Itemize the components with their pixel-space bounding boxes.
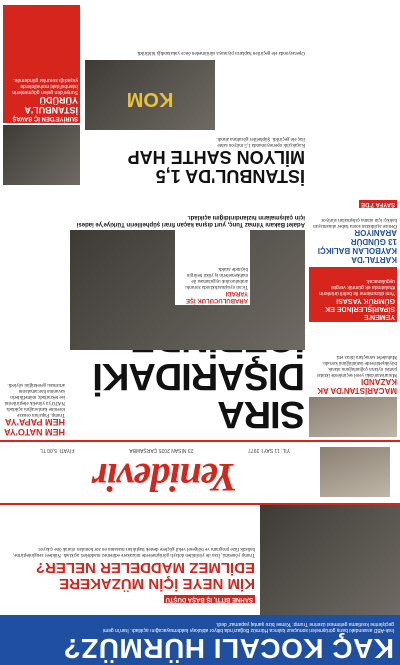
main-story-headline: SIRA DIŞARIDAKİ bbox=[93, 355, 305, 435]
right-column bbox=[3, 5, 80, 185]
masthead bbox=[0, 440, 400, 505]
top-banner-headline: KAÇ KOCALI HÜRMÜZ? bbox=[63, 633, 394, 664]
masthead-logo: Yenidevir bbox=[92, 455, 238, 500]
syria-headline: İSTANBUL'A YÜRÜDÜ bbox=[24, 95, 78, 115]
main-story-lead: Adalet Bakanı Yılmaz Tunç, yurt dışına kaçan firari şüphelilerin Türkiye'ye iadesi için çalışmaların hızlandırıldığını açıkladı. bbox=[76, 214, 305, 227]
sidebar-headline: ARABULUCULUK İŞE YARADI bbox=[186, 290, 248, 303]
left-column bbox=[309, 192, 397, 437]
top-banner bbox=[0, 615, 400, 665]
macaristan-body: Macaristan'daki yerel seçimlerde iktidar partisi oyların çoğunluğunu alarak büyükşehirlerde üstünlüğünü korudu. Muhalefet sonuçlara itiraz etti. bbox=[316, 354, 397, 377]
macaristan-photo bbox=[309, 397, 397, 437]
kartal-page-ref: SAYFA 7'DE bbox=[361, 201, 395, 207]
top-story-body: Trump yönetimi, İran ile yürütülen dolaylı görüşmelerde müzakere edilemez maddeleri açıkladı. Nükleer zenginleştirme, balistik füze programı ve bölgesel vekil güçlere destek başlıkları masanın en zor konuları olarak öne çıkıyor. bbox=[12, 546, 255, 557]
top-story bbox=[5, 505, 255, 611]
syria-photo bbox=[3, 125, 80, 185]
yemen-body: Yeni düzenleme ile belirli ürünlerin ithalatında ek gümrük vergisi uygulanacak. bbox=[319, 278, 395, 296]
bottom-story-side-body: Operasyonda ele geçirilen hapların piyasaya sürülmeden önce yakalandığı bildirildi. bbox=[136, 50, 305, 55]
macaristan-headline: MACARİSTAN'DA AK KAZANDI bbox=[317, 377, 397, 395]
yemen-headline: YEMEN'E SİPARİŞLERİNDE EK GÜMRÜK YASASI bbox=[325, 297, 395, 320]
yemen-story bbox=[309, 267, 397, 322]
issue-number: YIL: 11 SAYI: 3977 bbox=[248, 447, 290, 453]
syria-story bbox=[3, 5, 80, 123]
top-story-photo bbox=[260, 505, 400, 615]
nato-story-body: Trump, Papa'nın cenaze törenine katılacağını açıkladı. NATO'ya yönelik eleştirilerini ise tekrarladı; müttefiklerin savunma harcamalarını artırması gerektiğini söyledi. bbox=[4, 382, 65, 417]
bottom-story bbox=[85, 5, 305, 185]
top-story-kicker: SAHNE BİTTİ, İŞ BAŞA DÜŞTÜ bbox=[165, 596, 253, 602]
bottom-story-photo-text: KOM bbox=[126, 88, 174, 110]
main-story-lead-block bbox=[70, 187, 305, 227]
masthead-photo bbox=[320, 447, 390, 497]
masthead-info bbox=[40, 443, 290, 453]
bottom-story-headline: İSTANBUL'DA 1,5 MİLYON SAHTE HAP bbox=[127, 147, 305, 186]
issue-price: FİYATI: 5,00 TL bbox=[40, 447, 75, 453]
nato-story bbox=[3, 287, 65, 437]
syria-body: Suriye'den gelen göçmenlerin İstanbul'daki mahallelerde yaşadığı sorunlar gündemde. bbox=[12, 77, 78, 95]
bottom-story-photo bbox=[85, 60, 215, 130]
syria-kicker: SURİYE'DEN İÇ SAVAŞ bbox=[12, 115, 78, 121]
main-story-headline-block bbox=[70, 353, 305, 433]
top-story-headline: KİM NEYE İÇİN MÜZAKERE EDİLMEZ MADDELER NELER? bbox=[35, 559, 255, 592]
sidebar-body: Ticari uyuşmazlıklarda zorunlu arabuluculuk uygulaması ile mahkemelerin iş yükü belirgin biçimde azaldı. bbox=[185, 266, 248, 289]
kartal-body: Denize açıldıktan sonra haber alınamayan balıkçı için arama çalışmaları sürüyor. bbox=[313, 217, 397, 228]
issue-date: 23 NİSAN 2025 ÇARŞAMBA bbox=[129, 447, 194, 453]
kartal-headline: KARTAL'DA KAYBOLAN BALIKÇI 13 GÜNDÜR ARANIYOR bbox=[317, 228, 397, 264]
macaristan-story bbox=[309, 325, 397, 395]
nato-story-headline: HEM NATO'YA HEM PAPA'YA bbox=[4, 417, 65, 437]
kartal-story bbox=[309, 194, 397, 264]
bottom-story-body: Kaçakçılık operasyonunda 1,5 milyon sahte ilaç ele geçirildi. Şüpheliler gözaltına alındı. bbox=[216, 136, 305, 147]
top-banner-lead: Irak-ABD arasındaki barış görüşmeleri sonuçsuz kalınca Hürmüz Boğazı'nda bitiyor ablukayı kaldırmayacağını açıkladı. İran'ın gemi geçişlerine kısıtlama getirmesi üzerine Trump: 'Kimse bize şantaj yapamaz' dedi. bbox=[102, 621, 394, 633]
main-story-sidebar bbox=[175, 230, 250, 305]
